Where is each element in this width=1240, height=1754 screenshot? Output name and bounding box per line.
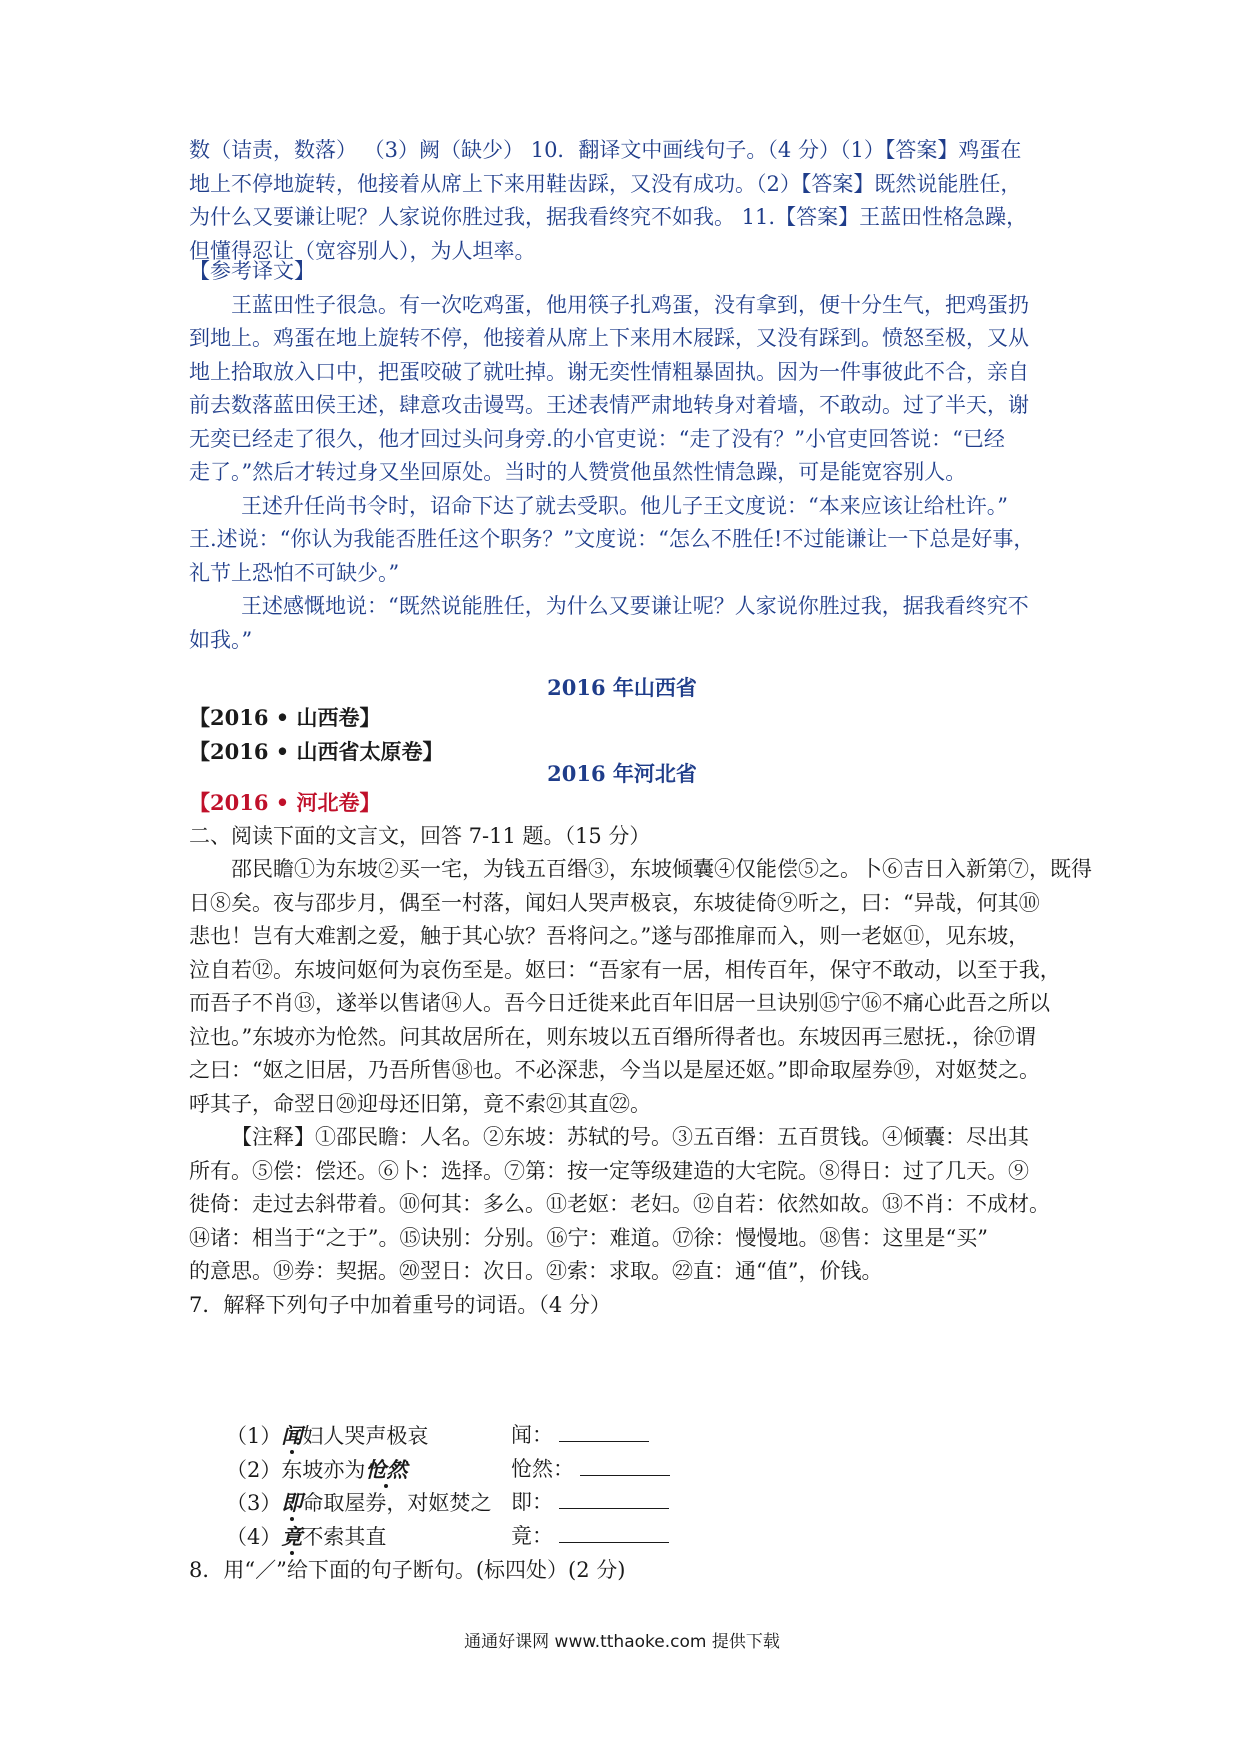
- q7-item: [226, 1453, 726, 1487]
- text-line: 到地上。鸡蛋在地上旋转不停，他接着从席上下来用木屐踩，又没有踩到。愤怒至极，又从: [189, 326, 1029, 350]
- text-line: 所有。⑤偿：偿还。⑥卜：选择。⑦第：按一定等级建造的大宅院。⑧得日：过了几天。⑨: [189, 1158, 1029, 1183]
- text-line: 徙倚：走过去斜带着。⑩何其：多么。⑪老妪：老妇。⑫自若：依然如故。⑬不肖：不成材。: [189, 1192, 1050, 1216]
- section-title-shanxi: 2016 年山西省: [547, 675, 697, 700]
- text-line: 无奕已经走了很久，他才回过头问身旁.的小官吏说：“走了没有？”小官吏回答说：“已经: [189, 426, 1005, 451]
- answers-block: [189, 134, 1055, 268]
- emphasized-word: 竟: [281, 1523, 303, 1549]
- answer-line: 地上不停地旋转，他接着从席上下来用鞋齿踩，又没有成功。（2）【答案】既然说能胜任，: [189, 171, 1022, 196]
- translation-heading: 【参考译文】: [189, 259, 315, 283]
- translation-paragraph-2: [189, 490, 1055, 591]
- text-line: 邵民瞻①为东坡②买一宅，为钱五百缗③，东坡倾囊④仅能偿⑤之。卜⑥吉日入新第⑦，既得: [231, 857, 1092, 881]
- text-line: 泣也。”东坡亦为怆然。问其故居所在，则东坡以五百缗所得者也。东坡因再三慰抚.，徐⑰谓: [189, 1024, 1036, 1049]
- answer-blank[interactable]: [580, 1453, 670, 1476]
- text-line: 地上拾取放入口中，把蛋咬破了就吐掉。谢无奕性情粗暴固执。因为一件事彼此不合，亲自: [189, 359, 1029, 384]
- emphasized-word: 怆然: [365, 1456, 408, 1482]
- answer-line: 但懂得忍让（宽容别人），为人坦率。: [189, 238, 536, 263]
- text-line: 日⑧矣。夜与邵步月，偶至一村落，闻妇人哭声极哀，东坡徒倚⑨听之，曰：“异哉，何其⑩: [189, 890, 1040, 915]
- item-text: 不索其直: [302, 1524, 387, 1549]
- classical-passage: [189, 853, 1092, 1121]
- answer-blank[interactable]: [559, 1520, 669, 1543]
- item-number: （4）: [226, 1524, 282, 1549]
- text-line: 之曰：“妪之旧居，乃吾所售⑱也。不必深悲，今当以是屋还妪。”即命取屋券⑲，对妪焚之。: [189, 1058, 1040, 1082]
- question-8-stem: 8．用“／”给下面的句子断句。(标四处）(2 分): [189, 1558, 626, 1582]
- q7-item: [226, 1419, 726, 1453]
- question-7-stem: 7．解释下列句子中加着重号的词语。（4 分）: [189, 1292, 611, 1317]
- answer-label: 怆然：: [511, 1456, 574, 1481]
- translation-block: [189, 255, 1055, 657]
- translation-paragraph-3: [189, 590, 1055, 657]
- item-text: 妇人哭声极哀: [302, 1424, 429, 1448]
- text-line: 的意思。⑲券：契据。⑳翌日：次日。㉑索：求取。㉒直：通“值”，价钱。: [189, 1259, 883, 1283]
- text-line: ⑭诸：相当于“之于”。⑮诀别：分别。⑯宁：难道。⑰徐：慢慢地。⑱售：这里是“买”: [189, 1225, 988, 1250]
- question-7-items: [226, 1419, 726, 1553]
- item-number: （1）: [226, 1424, 282, 1448]
- hebei-label: 【2016 • 河北卷】: [189, 790, 381, 815]
- answer-line: 为什么又要谦让呢？人家说你胜过我，据我看终究不如我。 11.【答案】王蓝田性格急躁，: [189, 205, 1028, 229]
- page-footer: 通通好课网 www.tthaoke.com 提供下载: [464, 1632, 780, 1652]
- q7-item: [226, 1520, 726, 1554]
- text-line: 呼其子，命翌日⑳迎母还旧第，竟不索㉑其直㉒。: [189, 1091, 651, 1116]
- section-title-hebei: 2016 年河北省: [547, 761, 697, 786]
- answer-label: 即：: [511, 1490, 553, 1514]
- shanxi-item: 【2016 • 山西卷】: [189, 705, 381, 730]
- answer-label: 竟：: [511, 1523, 553, 1548]
- text-line: 如我。”: [189, 627, 253, 652]
- item-text: 命取屋券，对妪焚之: [302, 1491, 492, 1515]
- item-number: （3）: [226, 1491, 282, 1515]
- text-line: 礼节上恐怕不可缺少。”: [189, 560, 400, 585]
- text-line: 【注释】①邵民瞻：人名。②东坡：苏轼的号。③五百缗：五百贯钱。④倾囊：尽出其: [231, 1125, 1029, 1149]
- item-number: （2）: [226, 1457, 282, 1482]
- translation-paragraph-1: [189, 289, 1055, 490]
- answer-line: 数（诘责，数落） （3）阙（缺少） 10．翻译文中画线句子。（4 分）（1）【答案】鸡蛋在: [189, 138, 1022, 162]
- text-line: 王蓝田性子很急。有一次吃鸡蛋，他用筷子扎鸡蛋，没有拿到，便十分生气，把鸡蛋扔: [231, 292, 1029, 317]
- hebei-block: [189, 786, 1092, 1322]
- answer-blank[interactable]: [559, 1419, 649, 1442]
- text-line: 泣自若⑫。东坡问妪何为哀伤至是。妪曰：“吾家有一居，相传百年，保守不敢动，以至于我，: [189, 957, 1061, 982]
- item-text: 东坡亦为: [281, 1457, 366, 1482]
- text-line: 王述升任尚书令时，诏命下达了就去受职。他儿子王文度说：“本来应该让给杜许。”: [241, 493, 1008, 518]
- text-line: 前去数落蓝田侯王述，肆意攻击谩骂。王述表情严肃地转身对着墙，不敢动。过了半天，谢: [189, 393, 1029, 417]
- annotations: [189, 1121, 1055, 1289]
- text-line: 王.述说：“你认为我能否胜任这个职务？”文度说：“怎么不胜任!不过能谦让一下总是好事，: [189, 527, 1035, 551]
- emphasized-word: 即: [281, 1490, 303, 1515]
- emphasized-word: 闻: [281, 1423, 303, 1448]
- text-line: 走了。”然后才转过身又坐回原处。当时的人赞赏他虽然性情急躁，可是能宽容别人。: [189, 460, 967, 484]
- text-line: 悲也！岂有大难割之爱，触于其心欤？吾将问之。”遂与邵推扉而入，则一老妪⑪，见东坡，: [189, 924, 1030, 948]
- answer-blank[interactable]: [559, 1486, 669, 1509]
- question-instruction: 二、阅读下面的文言文，回答 7-11 题。（15 分）: [189, 823, 651, 848]
- text-line: 而吾子不肖⑬，遂举以售诸⑭人。吾今日迁徙来此百年旧居一旦诀别⑮宁⑯不痛心此吾之所以: [189, 991, 1050, 1015]
- shanxi-item: 【2016 • 山西省太原卷】: [189, 738, 444, 764]
- text-line: 王述感慨地说：“既然说能胜任，为什么又要谦让呢？人家说你胜过我，据我看终究不: [241, 594, 1029, 618]
- question-8: [189, 1554, 1055, 1588]
- q7-item: [226, 1486, 726, 1520]
- answer-label: 闻：: [511, 1423, 553, 1447]
